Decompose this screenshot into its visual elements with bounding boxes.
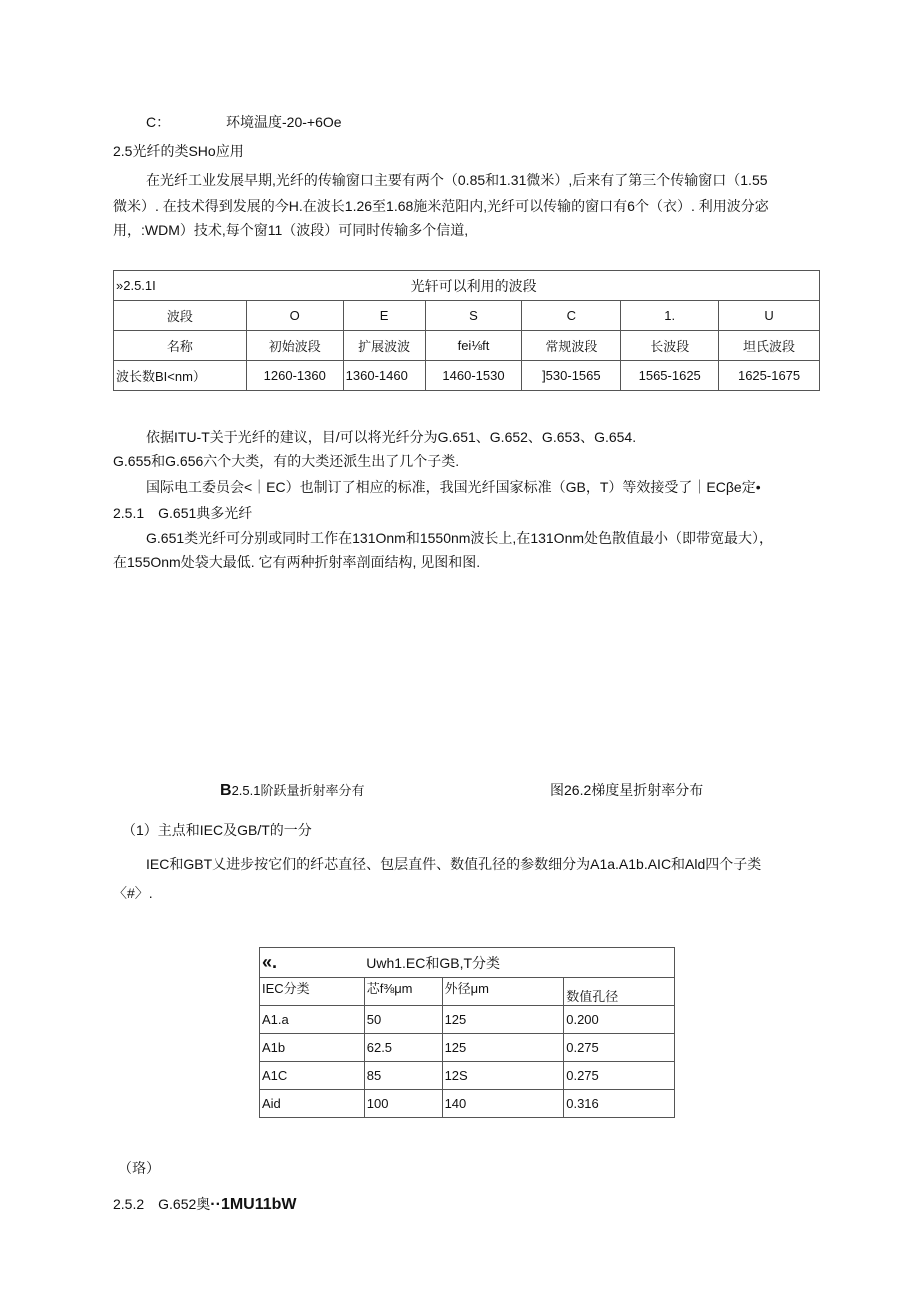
heading-text: 2.5.2 G.652奥 [113, 1196, 211, 1212]
table-cell: 100 [364, 1090, 442, 1118]
column-header: IEC分类 [260, 978, 365, 1006]
table-row [260, 1090, 675, 1118]
table-cell: 初始波段 [246, 331, 343, 361]
table-title: Uwh1.EC和GB,T分类 [364, 948, 674, 978]
table-cell: 12S [442, 1062, 564, 1090]
table-cell: Aid [260, 1090, 365, 1118]
table-cell: fei⅛ft [425, 331, 522, 361]
table-header-row [260, 978, 675, 1006]
condition-label: C： [146, 114, 171, 130]
paragraph-line: 国际电工委员会<｜EC）也制订了相应的标准，我国光纤国家标准（GB，T）等效接受了｜ECβe定• [146, 479, 761, 495]
paragraph-line: 微米）. 在技术得到发展的今H.在波长1.26至1.68施米范阳内,光纤可以传输的窗口有6个（衣）. 利用波分宓 [113, 198, 769, 214]
table-cell: A1.a [260, 1006, 365, 1034]
list-item: （1）主点和IEC及GB/T的一分 [122, 822, 312, 838]
table-cell: 常规波段 [522, 331, 621, 361]
table-cell: 1625-1675 [719, 361, 820, 391]
caption-text: 2.5.1阶跃量折射率分有 [231, 783, 365, 798]
table-row [114, 361, 820, 391]
iec-classification-table [259, 947, 675, 1118]
table-cell: 140 [442, 1090, 564, 1118]
table-row [260, 1062, 675, 1090]
section-heading-2-5: 2.5光纤的类SHo应用 [113, 143, 244, 159]
table-cell: 0.275 [564, 1062, 675, 1090]
table-row [260, 1034, 675, 1062]
table-cell: 名称 [114, 331, 247, 361]
figure-caption-1 [220, 780, 364, 801]
table-cell: 125 [442, 1034, 564, 1062]
table-row [114, 331, 820, 361]
column-header: 外径μm [442, 978, 564, 1006]
table-cell: C [522, 301, 621, 331]
table-cell: 125 [442, 1006, 564, 1034]
table-cell: O [246, 301, 343, 331]
table-label: «. [260, 948, 365, 978]
table-cell: 1565-1625 [621, 361, 719, 391]
section-heading-2-5-2 [113, 1194, 297, 1215]
paragraph-line: G.651类光纤可分别或同时工作在131Onm和1550nm波长上,在131Onm处色散值最小（即带宽最大）， [146, 530, 774, 546]
paragraph-line: IEC和GBT乂进步按它们的纤芯直径、包层直件、数值孔径的参数细分为A1a.A1b.AIC和Ald四个子类 [146, 856, 762, 872]
figure-caption-2: 图26.2梯度星折射率分布 [550, 782, 704, 798]
table-cell: 扩展波波 [343, 331, 425, 361]
table-row [114, 301, 820, 331]
table-cell: 85 [364, 1062, 442, 1090]
wavelength-bands-table [113, 270, 820, 391]
paragraph-line: 〈#〉. [113, 885, 153, 901]
table-cell: 1260-1360 [246, 361, 343, 391]
column-header: 芯f⅜μm [364, 978, 442, 1006]
paragraph-line: 依据ITU-T关于光纤的建议，目/可以将光纤分为G.651、G.652、G.653、G.654. [146, 429, 637, 445]
condition-text: 环境温度-20-+6Oe [226, 114, 342, 130]
table-cell: 长波段 [621, 331, 719, 361]
table-row [260, 1006, 675, 1034]
heading-text-bold: ··1MU11bW [210, 1196, 297, 1213]
table-cell: 波长数BI<nm） [114, 361, 247, 391]
note-text: （珞） [118, 1160, 160, 1176]
table-cell: ]530-1565 [522, 361, 621, 391]
paragraph-line: 在155Onm处袋大最低. 它有两种折射率剖面结构, 见图和图. [113, 554, 481, 570]
table-cell: 62.5 [364, 1034, 442, 1062]
table-cell: 1. [621, 301, 719, 331]
table-cell: 0.200 [564, 1006, 675, 1034]
table-cell: 0.316 [564, 1090, 675, 1118]
column-header: 数值孔径 [564, 978, 675, 1006]
table-title-row [114, 271, 820, 301]
table-cell: 1360-1460 [343, 361, 425, 391]
paragraph-line: 用，:WDM）技术,每个窗11（波段）可同时传输多个信道, [113, 222, 469, 238]
table-cell: 50 [364, 1006, 442, 1034]
section-heading-2-5-1: 2.5.1 G.651典多光纤 [113, 505, 253, 521]
table-cell: 1460-1530 [425, 361, 522, 391]
table-cell: E [343, 301, 425, 331]
table-cell: A1b [260, 1034, 365, 1062]
table-label: »2.5.1I [114, 271, 247, 301]
table-title: 光轩可以利用的波段 [246, 271, 819, 301]
paragraph-line: 在光纤工业发展早期,光纤的传输窗口主要有两个（0.85和1.31微米）,后来有了第三个传输窗口（1.55 [146, 172, 768, 188]
table-title-row [260, 948, 675, 978]
table-cell: A1C [260, 1062, 365, 1090]
caption-prefix: B [220, 782, 232, 799]
table-cell: 0.275 [564, 1034, 675, 1062]
table-cell: 波段 [114, 301, 247, 331]
table-cell: S [425, 301, 522, 331]
table-cell: U [719, 301, 820, 331]
paragraph-line: G.655和G.656六个大类，有的大类还派生出了几个子类. [113, 453, 460, 469]
table-cell: 坦氏波段 [719, 331, 820, 361]
